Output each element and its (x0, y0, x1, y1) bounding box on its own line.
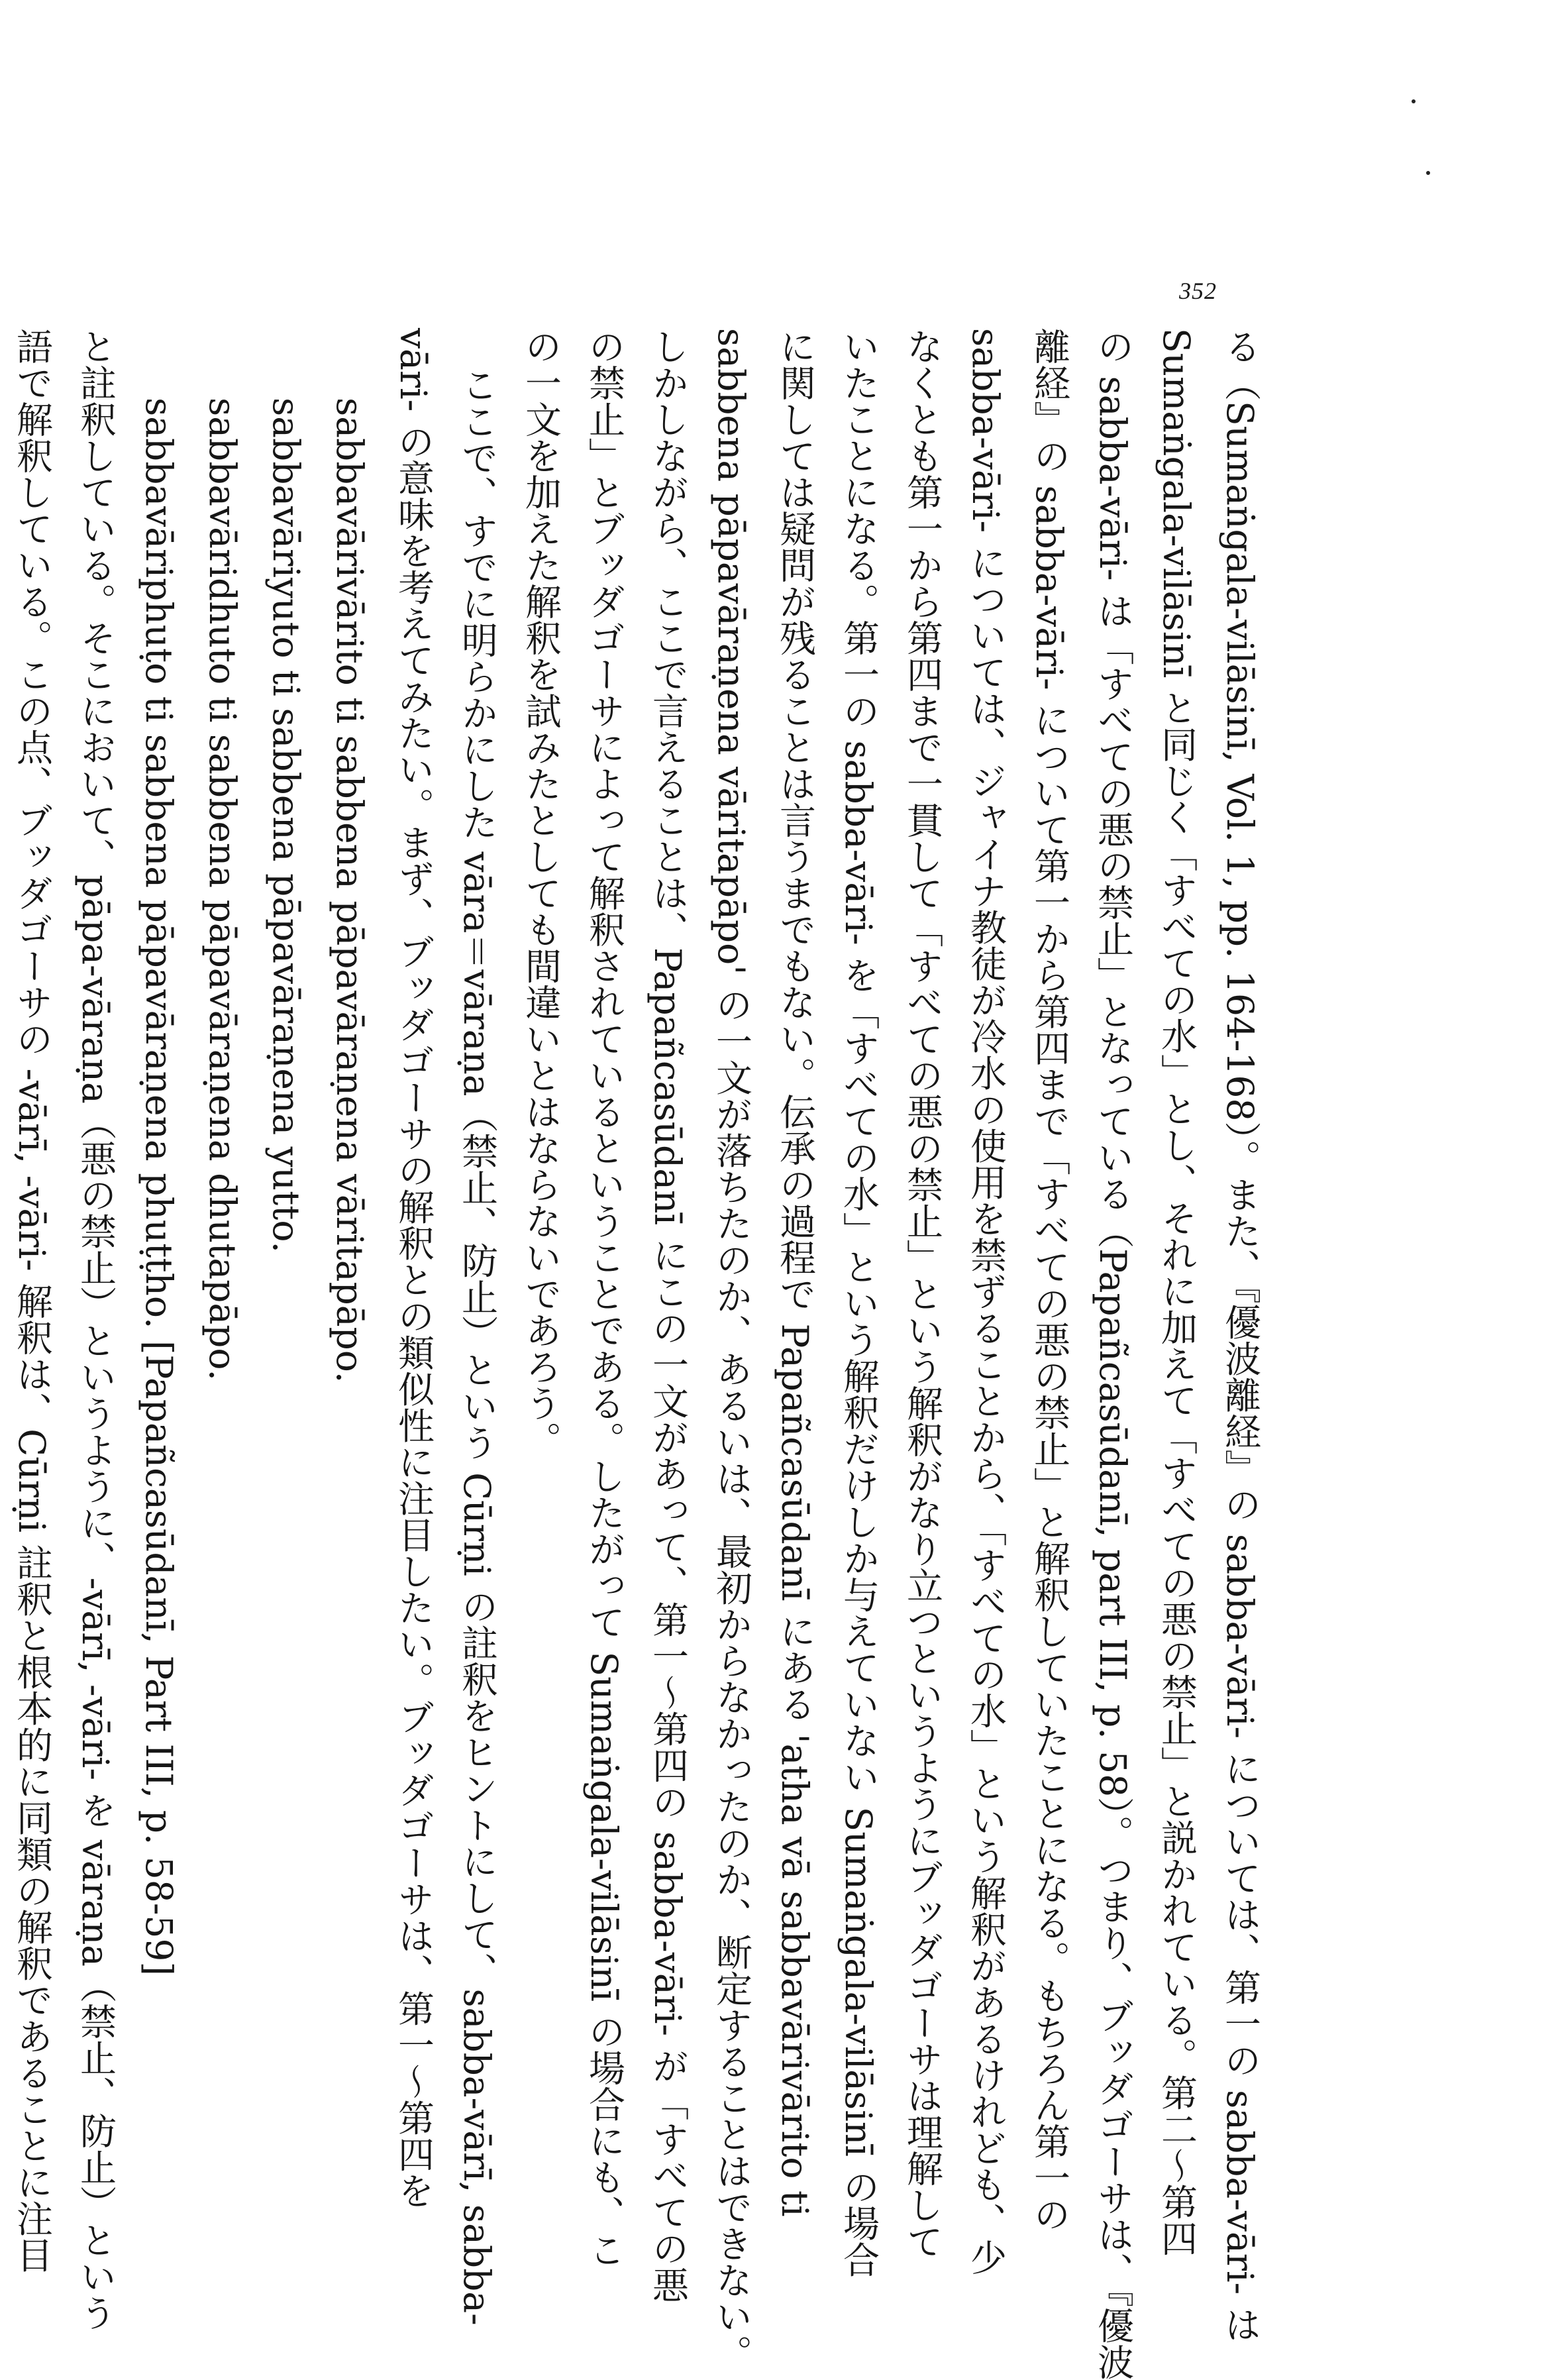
text-line: の禁止」とブッダゴーサによって解釈されているということである。したがって Sumaṅgala-vilāsinī の場合にも、こ (583, 328, 625, 2269)
quoted-commentary-line: sabbavārivārito ti sabbena pāpavāraṇena vāritapāpo. (329, 397, 371, 1383)
quoted-commentary-line: sabbavāriphuṭo ti sabbena pāpavāraṇena phuṭṭho. [Papañcasūdanī, Part III, p. 58-59] (138, 397, 180, 1976)
speck-mark (1412, 99, 1416, 103)
text-line: の sabba-vāri- は「すべての悪の禁止」となっている（Papañcasūdanī, part III, p. 58）。つまり、ブッダゴーサは、『優波 (1092, 328, 1134, 2380)
text-line: しかしながら、ここで言えることは、Papañcasūdanī にこの一文があって、第一～第四の sabba-vāri- が「すべての悪 (646, 328, 689, 2303)
text-line: の一文を加えた解釈を試みたとしても間違いとはならないであろう。 (519, 328, 562, 1458)
text-line: なくとも第一から第四まで一貫して「すべての悪の禁止」という解釈がなり立つというようにブッダゴーサは理解して (901, 328, 943, 2259)
text-line: Sumaṅgala-vilāsinī と同じく「すべての水」とし、それに加えて「すべての悪の禁止」と説かれている。第二～第四 (1155, 328, 1198, 2257)
speck-mark (1426, 171, 1430, 175)
page-number: 352 (1179, 278, 1217, 304)
text-line: 離経』の sabba-vāri- について第一から第四まで「すべての悪の禁止」と解釈していたことになる。もちろん第一の (1028, 328, 1070, 2233)
text-line: vāri- の意味を考えてみたい。まず、ブッダゴーサの解釈との類似性に注目したい。ブッダゴーサは、第一～第四を (392, 328, 435, 2209)
text-line: いたことになる。第一の sabba-vāri- を「すべての水」という解釈だけしか与えていない Sumaṅgala-vilāsinī の場合 (837, 328, 880, 2278)
quoted-commentary-line: sabbavāriyuto ti sabbena pāpavāraṇena yutto. (265, 397, 307, 1253)
text-line: ここで、すでに明らかにした vāra＝vāraṇa（禁止、防止）という Cūrṇi の註釈をヒントにして、sabba-vārī, sabba- (456, 366, 498, 2326)
text-line: と註釈している。そこにおいて、pāpa-vāraṇa（悪の禁止）というように、-vārī, -vāri- を vāraṇa（禁止、防止）という (74, 328, 117, 2332)
quoted-commentary-line: sabbavāridhuto ti sabbena pāpavāraṇena dhutapāpo. (201, 397, 244, 1381)
text-line: る（Sumaṅgala-vilāsinī, Vol. 1, pp. 164-168）。また、『優波離経』の sabba-vāri- については、第一の sabba-vāri- は (1219, 328, 1261, 2343)
text-line: に関しては疑問が残ることは言うまでもない。伝承の過程で Papañcasūdanī にある 'atha vā sabbavārivārito ti (774, 328, 816, 2217)
text-line: sabba-vāri- については、ジャイナ教徒が冷水の使用を禁ずることから、「すべての水」という解釈があるけれども、少 (964, 328, 1007, 2276)
text-line: sabbena pāpavāraṇena vāritapāpo' の一文が落ちたのか、あるいは、最初からなかったのか、断定することはできない。 (710, 328, 752, 2371)
body-text (11, 328, 1272, 2380)
text-line: 語で解釈している。この点、ブッダゴーサの -vārī, -vāri- 解釈は、Cūrṇi 註釈と根本的に同類の解釈であることに注目 (11, 328, 53, 2273)
